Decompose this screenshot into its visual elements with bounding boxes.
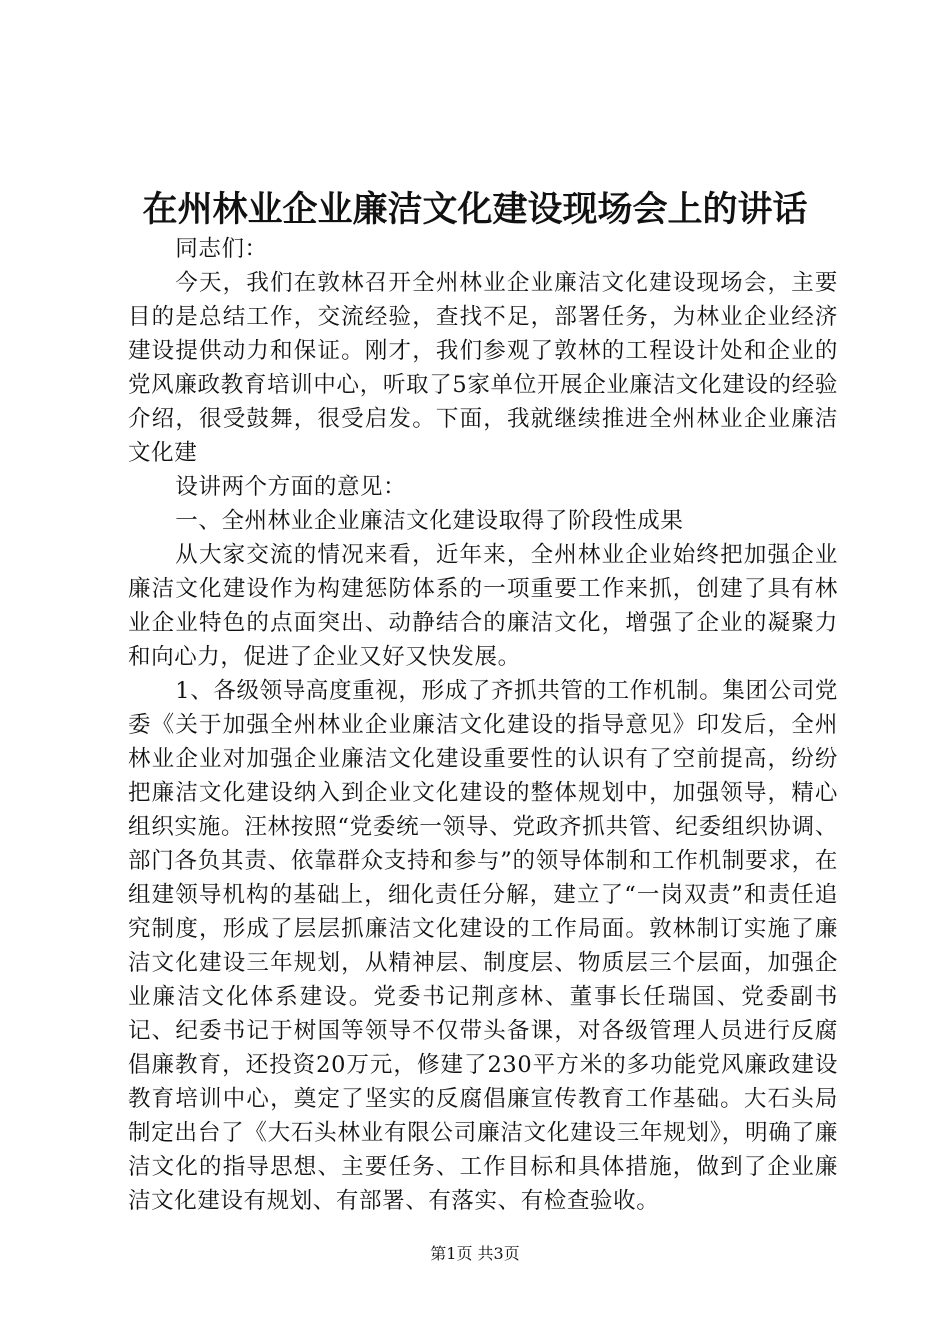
document-body bbox=[128, 232, 838, 1218]
document-title: 在州林业企业廉洁文化建设现场会上的讲话 bbox=[142, 189, 808, 230]
salutation-paragraph: 同志们： bbox=[175, 236, 268, 262]
page-footer: 第1页 共3页 bbox=[430, 1244, 520, 1263]
point-one-paragraph: 1、各级领导高度重视，形成了齐抓共管的工作机制。集团公司党委《关于加强全州林业企业廉洁文化建设的指导意见》印发后，全州林业企业对加强企业廉洁文化建设重要性的认识有了空前提高，纷纷把廉洁文化建设纳入到企业文化建设的整体规划中，加强领导，精心组织实施。汪林按照“党委统一领导、党政齐抓共管、纪委组织协调、部门各负其责、依靠群众支持和参与”的领导体制和工作机制要求，在组建领导机构的基础上，细化责任分解，建立了“一岗双责”和责任追究制度，形成了层层抓廉洁文化建设的工作局面。敦林制订实施了廉洁文化建设三年规划，从精神层、制度层、物质层三个层面，加强企业廉洁文化体系建设。党委书记荆彦林、董事长任瑞国、党委副书记、纪委书记于树国等领导不仅带头备课，对各级管理人员进行反腐倡廉教育，还投资20万元，修建了230平方米的多功能党风廉政建设教育培训中心，奠定了坚实的反腐倡廉宣传教育工作基础。大石头局制定出台了《大石头林业有限公司廉洁文化建设三年规划》，明确了廉洁文化的指导思想、主要任务、工作目标和具体措施，做到了企业廉洁文化建设有规划、有部署、有落实、有检查验收。 bbox=[128, 678, 838, 1214]
intro-paragraph: 今天，我们在敦林召开全州林业企业廉洁文化建设现场会，主要目的是总结工作，交流经验，查找不足，部署任务，为林业企业经济建设提供动力和保证。刚才，我们参观了敦林的工程设计处和企业的党风廉政教育培训中心，听取了5家单位开展企业廉洁文化建设的经验介绍，很受鼓舞，很受启发。下面，我就继续推进全州林业企业廉洁文化建 bbox=[128, 270, 838, 466]
continuation-paragraph: 设讲两个方面的意见： bbox=[175, 474, 407, 500]
section-heading: 一、全州林业企业廉洁文化建设取得了阶段性成果 bbox=[175, 508, 684, 534]
summary-paragraph: 从大家交流的情况来看，近年来，全州林业企业始终把加强企业廉洁文化建设作为构建惩防体系的一项重要工作来抓，创建了具有林业企业特色的点面突出、动静结合的廉洁文化，增强了企业的凝聚力和向心力，促进了企业又好又快发展。 bbox=[128, 542, 838, 670]
